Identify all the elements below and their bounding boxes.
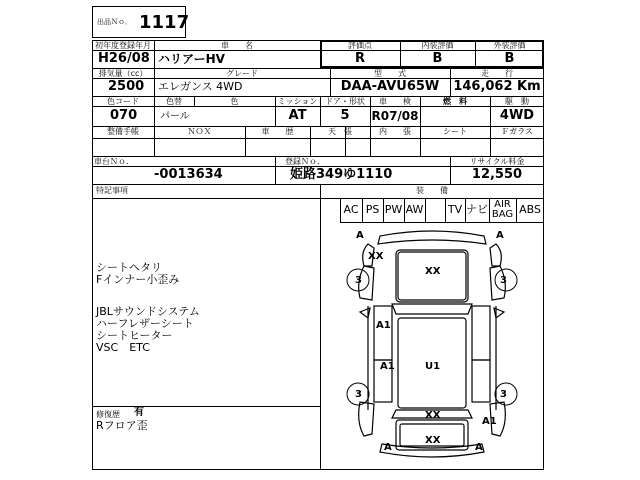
repair-history-value: 有 bbox=[134, 407, 144, 418]
note-line: Fインナー小歪み bbox=[96, 273, 180, 286]
car-name-label: 車 名 bbox=[221, 41, 253, 50]
nox-label: ＮＯＸ bbox=[187, 127, 212, 136]
model-value: DAA-AVU65W bbox=[340, 79, 440, 94]
ceiling-label: 天 張 bbox=[328, 127, 352, 136]
mileage-label: 走 行 bbox=[481, 69, 513, 78]
grade-value: エレガンス 4WD bbox=[158, 80, 243, 93]
color-code-label: 色コード bbox=[107, 97, 139, 106]
maintenance-label: 整備手帳 bbox=[107, 127, 139, 136]
registration-label: 登録Ｎｏ． bbox=[285, 157, 325, 166]
interior-value: B bbox=[432, 51, 443, 66]
notes-list bbox=[96, 262, 200, 354]
damage-mark: A bbox=[384, 442, 392, 453]
note-line: ハーフレザーシート bbox=[96, 317, 194, 330]
repair-history-label: 修復歴 bbox=[96, 410, 120, 419]
equipment-blank bbox=[425, 198, 445, 222]
damage-mark: XX bbox=[425, 435, 441, 446]
lot-number: 1117 bbox=[139, 12, 190, 33]
mission-label: ミッション bbox=[277, 97, 318, 106]
damage-mark: A1 bbox=[482, 416, 497, 427]
equipment-navi: ナビ bbox=[466, 203, 488, 216]
front-glass-label: Ｆガラス bbox=[501, 127, 533, 136]
damage-mark: 3 bbox=[355, 275, 362, 286]
note-line bbox=[96, 286, 200, 296]
damage-mark: 3 bbox=[355, 389, 362, 400]
mileage-value: 146,062 Km bbox=[453, 79, 541, 94]
damage-mark: 3 bbox=[500, 389, 507, 400]
model-label: 型 式 bbox=[374, 69, 406, 78]
equipment-aw: AW bbox=[405, 203, 424, 216]
recycle-label: リサイクル料金 bbox=[469, 157, 525, 166]
color-change-label: 色替 bbox=[166, 97, 182, 106]
recycle-value: 12,550 bbox=[471, 167, 523, 182]
equipment-label: 装 備 bbox=[416, 186, 448, 195]
lot-number-label: 出品Ｎｏ． bbox=[97, 18, 132, 26]
doors-value: 5 bbox=[340, 108, 350, 123]
damage-mark: A1 bbox=[380, 361, 395, 372]
equipment-abs: ABS bbox=[519, 203, 541, 216]
damage-mark: A bbox=[496, 230, 504, 241]
lining-label: 内 張 bbox=[379, 127, 411, 136]
color-value: パール bbox=[160, 111, 190, 122]
grade-label: グレード bbox=[226, 69, 258, 78]
lot-number-box bbox=[92, 6, 190, 38]
damage-mark: XX bbox=[425, 266, 441, 277]
equipment-tv: TV bbox=[447, 203, 463, 216]
note-line: VSC ETC bbox=[96, 341, 150, 354]
fuel-label: 燃 料 bbox=[443, 97, 467, 106]
drive-label: 駆 動 bbox=[505, 97, 529, 106]
first-registration-label: 初年度登録年月 bbox=[95, 41, 151, 50]
exterior-value: B bbox=[504, 51, 515, 66]
equipment-ac: AC bbox=[343, 203, 359, 216]
doors-label: ドア・形状 bbox=[325, 97, 365, 106]
equipment-airbag: AIR BAG bbox=[491, 199, 514, 220]
registration-value: 姫路349ゆ1110 bbox=[290, 167, 393, 182]
damage-mark: 3 bbox=[500, 275, 507, 286]
chassis-value: -0013634 bbox=[154, 167, 223, 182]
equipment-ps: PS bbox=[365, 203, 380, 216]
first-registration-value: H26/08 bbox=[98, 51, 150, 66]
history-label: 車 歴 bbox=[261, 127, 294, 136]
note-line: シートヘタリ bbox=[96, 261, 162, 274]
exterior-label: 外装評価 bbox=[493, 41, 526, 50]
damage-mark: A bbox=[475, 442, 483, 453]
seat-label: シート bbox=[443, 127, 467, 136]
car-name-value: ハリアーHV bbox=[158, 52, 225, 66]
damage-mark: A1 bbox=[376, 320, 391, 331]
damage-mark: XX bbox=[425, 410, 441, 421]
chassis-label: 車台Ｎｏ． bbox=[94, 157, 134, 166]
color-label: 色 bbox=[230, 97, 239, 106]
inspection-label: 車 検 bbox=[379, 97, 411, 106]
notes-label: 特記事項 bbox=[96, 186, 128, 195]
note-line: JBLサウンドシステム bbox=[96, 305, 200, 318]
damage-mark: U1 bbox=[425, 361, 441, 372]
score-label: 評価点 bbox=[348, 41, 372, 50]
color-code-value: 070 bbox=[110, 108, 138, 123]
displacement-label: 排気量（cc） bbox=[98, 69, 148, 78]
mission-value: AT bbox=[288, 108, 307, 123]
inspection-value: R07/08 bbox=[371, 109, 419, 123]
displacement-value: 2500 bbox=[108, 79, 145, 94]
car-damage-diagram bbox=[320, 222, 544, 470]
drive-value: 4WD bbox=[499, 108, 535, 123]
repair-note: Rフロア歪 bbox=[96, 419, 148, 432]
equipment-pw: PW bbox=[384, 203, 403, 216]
damage-mark: XX bbox=[368, 251, 384, 262]
damage-mark: A bbox=[356, 230, 364, 241]
note-line: シートヒーター bbox=[96, 329, 173, 342]
score-value: R bbox=[354, 51, 365, 66]
interior-label: 内装評価 bbox=[421, 41, 454, 50]
